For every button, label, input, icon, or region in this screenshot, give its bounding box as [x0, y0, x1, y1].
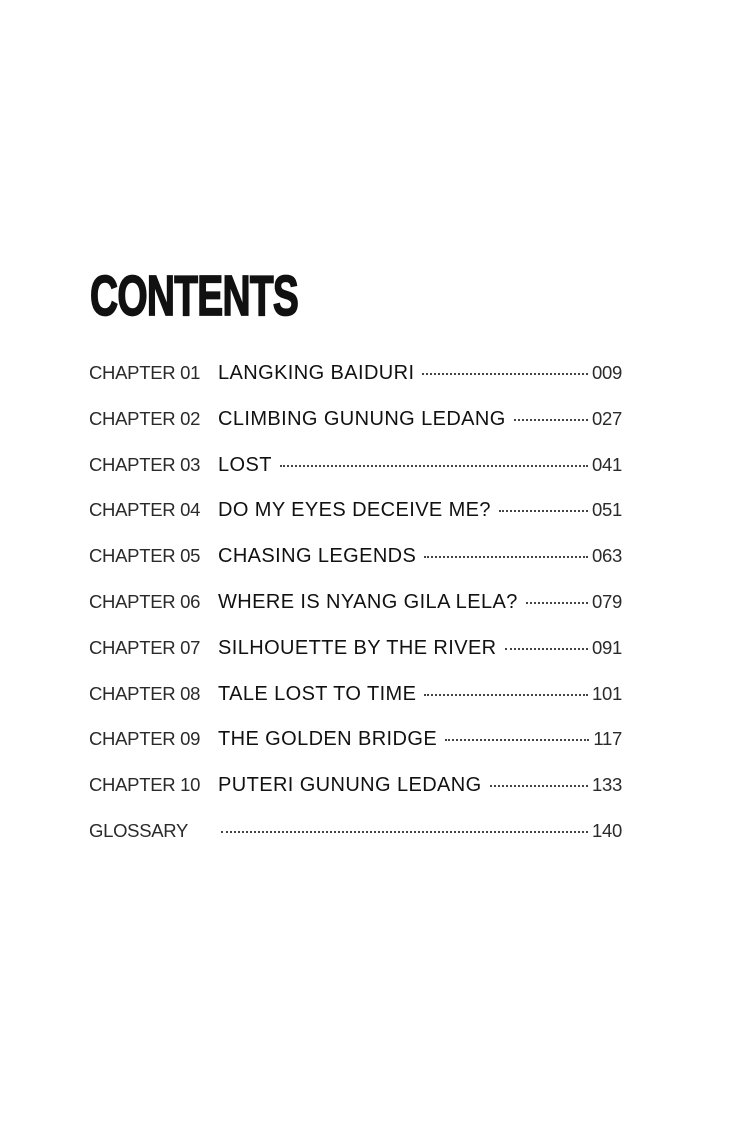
dot-leader [514, 419, 588, 421]
toc-entry-01[interactable] [89, 362, 622, 408]
dot-leader [422, 373, 588, 375]
dot-leader [490, 785, 588, 787]
chapter-title: DO MY EYES DECEIVE ME? [218, 499, 491, 522]
dot-leader [280, 465, 588, 467]
chapter-title: TALE LOST TO TIME [218, 682, 417, 705]
dot-leader [526, 602, 588, 604]
chapter-number: CHAPTER 10 [89, 774, 201, 796]
chapter-title: CLIMBING GUNUNG LEDANG [218, 407, 506, 430]
toc-entry-06[interactable] [89, 591, 622, 637]
page-number: 063 [592, 545, 622, 567]
chapter-title: THE GOLDEN BRIDGE [218, 728, 438, 751]
chapter-title: SILHOUETTE BY THE RIVER [218, 636, 497, 659]
dot-leader [499, 510, 588, 512]
page-number: 051 [592, 499, 622, 521]
toc-entry-02[interactable] [89, 408, 622, 454]
toc-entry-05[interactable] [89, 545, 622, 591]
chapter-number: CHAPTER 09 [89, 728, 201, 750]
toc-entry-07[interactable] [89, 637, 622, 683]
chapter-title: LANGKING BAIDURI [218, 362, 415, 384]
page-number: 027 [592, 407, 622, 429]
dot-leader [221, 831, 588, 833]
chapter-title: PUTERI GUNUNG LEDANG [218, 774, 482, 797]
page-number: 101 [592, 682, 622, 704]
chapter-number: CHAPTER 04 [89, 499, 201, 521]
chapter-title: LOST [218, 453, 272, 476]
dot-leader [445, 739, 589, 741]
chapter-number: CHAPTER 02 [89, 407, 201, 429]
page-number: 117 [593, 728, 622, 750]
toc-entry-08[interactable] [89, 683, 622, 729]
chapter-number: CHAPTER 05 [89, 545, 201, 567]
page-number: 079 [592, 590, 622, 612]
toc-entry-glossary[interactable] [89, 820, 622, 866]
page-number: 009 [592, 362, 622, 383]
chapter-number: CHAPTER 07 [89, 636, 201, 658]
dot-leader [505, 648, 589, 650]
table-of-contents [89, 362, 622, 866]
chapter-title: WHERE IS NYANG GILA LELA? [218, 590, 518, 613]
toc-entry-10[interactable] [89, 774, 622, 820]
toc-entry-09[interactable] [89, 728, 622, 774]
toc-entry-04[interactable] [89, 499, 622, 545]
chapter-title: CHASING LEGENDS [218, 545, 417, 568]
page-number: 041 [592, 453, 622, 475]
dot-leader [424, 694, 588, 696]
chapter-number: CHAPTER 08 [89, 682, 201, 704]
page-number: 091 [592, 636, 622, 658]
chapter-number: CHAPTER 03 [89, 453, 201, 475]
page-number: 133 [592, 774, 622, 796]
chapter-number: CHAPTER 06 [89, 590, 201, 612]
toc-entry-03[interactable] [89, 454, 622, 500]
contents-heading: CONTENTS [90, 264, 299, 328]
chapter-number: CHAPTER 01 [89, 362, 201, 383]
glossary-label: GLOSSARY [89, 819, 189, 841]
dot-leader [424, 556, 588, 558]
page-number: 140 [592, 819, 622, 841]
